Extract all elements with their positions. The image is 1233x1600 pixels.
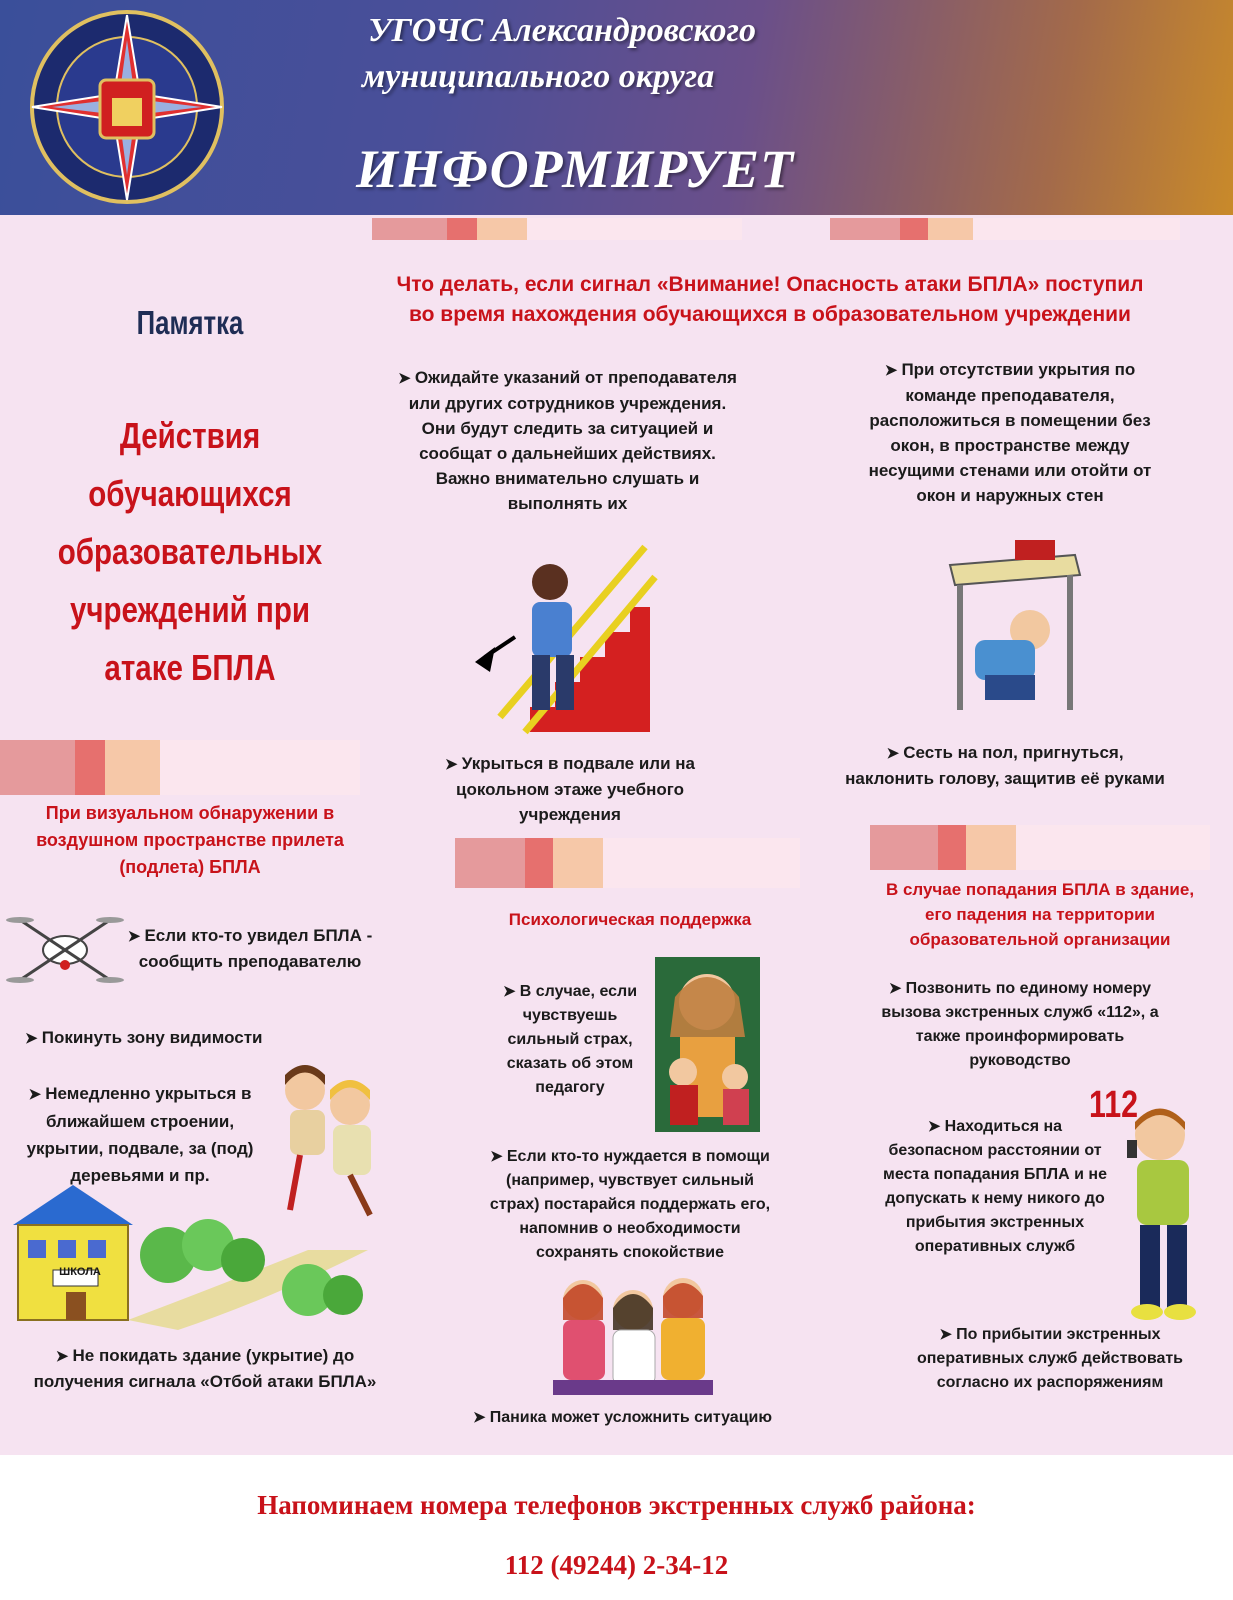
signal-item-4: ➤ Сесть на пол, пригнуться, наклонить голову, защитив её руками <box>840 740 1170 791</box>
boy-phone-illustration <box>1115 1100 1215 1325</box>
friends-support-illustration <box>553 1270 713 1395</box>
school-sign: ШКОЛА <box>59 1266 101 1278</box>
hit-heading: В случае попадания БПЛА в здание, его падения на территории образовательной организации <box>885 880 1195 949</box>
header-banner <box>0 0 1233 215</box>
decor-strip <box>870 825 1210 870</box>
visual-heading: При визуальном обнаружении в воздушном пространстве прилета (подлета) БПЛА <box>36 803 344 877</box>
pamyatka-label: Памятка <box>136 304 244 341</box>
footer-phones: 112 (49244) 2-34-12 <box>504 1550 729 1580</box>
hit-item-1: ➤ Позвонить по единому номеру вызова экстренных служб «112», а также проинформировать руководство <box>875 977 1165 1073</box>
visual-item-2: ➤ Покинуть зону видимости <box>25 1025 345 1051</box>
psych-heading: Психологическая поддержка <box>508 910 752 929</box>
desk-illustration <box>945 535 1085 715</box>
poster <box>0 215 1233 1455</box>
header-line-1: УГОЧС Александровского <box>368 12 757 49</box>
school-illustration <box>8 1180 378 1330</box>
footer-reminder: Напоминаем номера телефонов экстренных служб района: <box>257 1490 976 1520</box>
psych-item-2: ➤ Если кто-то нуждается в помощи (например, чувствует сильный страх) постарайся поддержать его, напомнив о необходимости сохранять спокойствие <box>480 1145 780 1265</box>
signal-item-3: ➤ Укрыться в подвале или на цокольном этаже учебного учреждения <box>425 751 715 827</box>
staircase-illustration <box>470 537 660 737</box>
psych-item-1: ➤ В случае, если чувствуешь сильный страх, сказать об этом педагогу <box>490 980 650 1100</box>
main-title: Действия обучающихся образовательных учреждений при атаке БПЛА <box>57 415 323 688</box>
signal-heading: Что делать, если сигнал «Внимание! Опасность атаки БПЛА» поступил во время нахождения обучающихся в образовательном учреждении <box>396 273 1144 326</box>
header-line-2: муниципального округа <box>362 58 715 95</box>
visual-item-3: ➤ Немедленно укрыться в ближайшем строении, укрытии, подвале, за (под) деревьями и пр. <box>10 1080 270 1189</box>
signal-item-1: ➤ Ожидайте указаний от преподавателя или других сотрудников учреждения. Они будут следить за ситуацией и сообщат о дальнейших действиях. Важно внимательно слушать и выполнять их <box>390 365 745 516</box>
number-112: 112 <box>1089 1084 1139 1126</box>
drone-icon <box>10 905 120 995</box>
signal-item-2: ➤ При отсутствии укрытия по команде преподавателя, расположиться в помещении без окон, в пространстве между несущими стенами или отойти от окон и наружных стен <box>850 357 1170 508</box>
emblem-logo <box>22 10 232 205</box>
hit-item-3: ➤ По прибытии экстренных оперативных служб действовать согласно их распоряжениям <box>905 1323 1195 1395</box>
decor-strip <box>372 218 742 240</box>
header-informs: ИНФОРМИРУЕТ <box>356 139 794 199</box>
teacher-children-illustration <box>655 957 760 1132</box>
hit-item-2: ➤ Находиться на безопасном расстоянии от места попадания БПЛА и не допускать к нему никого до прибытия экстренных оперативных служб <box>880 1115 1110 1259</box>
decor-strip <box>830 218 1180 240</box>
psych-item-3: ➤ Паника может усложнить ситуацию <box>470 1405 775 1430</box>
visual-item-4: ➤ Не покидать здание (укрытие) до получения сигнала «Отбой атаки БПЛА» <box>20 1343 390 1394</box>
decor-strip <box>0 740 360 795</box>
decor-strip <box>455 838 800 888</box>
visual-item-1: ➤ Если кто-то увидел БПЛА - сообщить преподавателю <box>115 923 385 974</box>
